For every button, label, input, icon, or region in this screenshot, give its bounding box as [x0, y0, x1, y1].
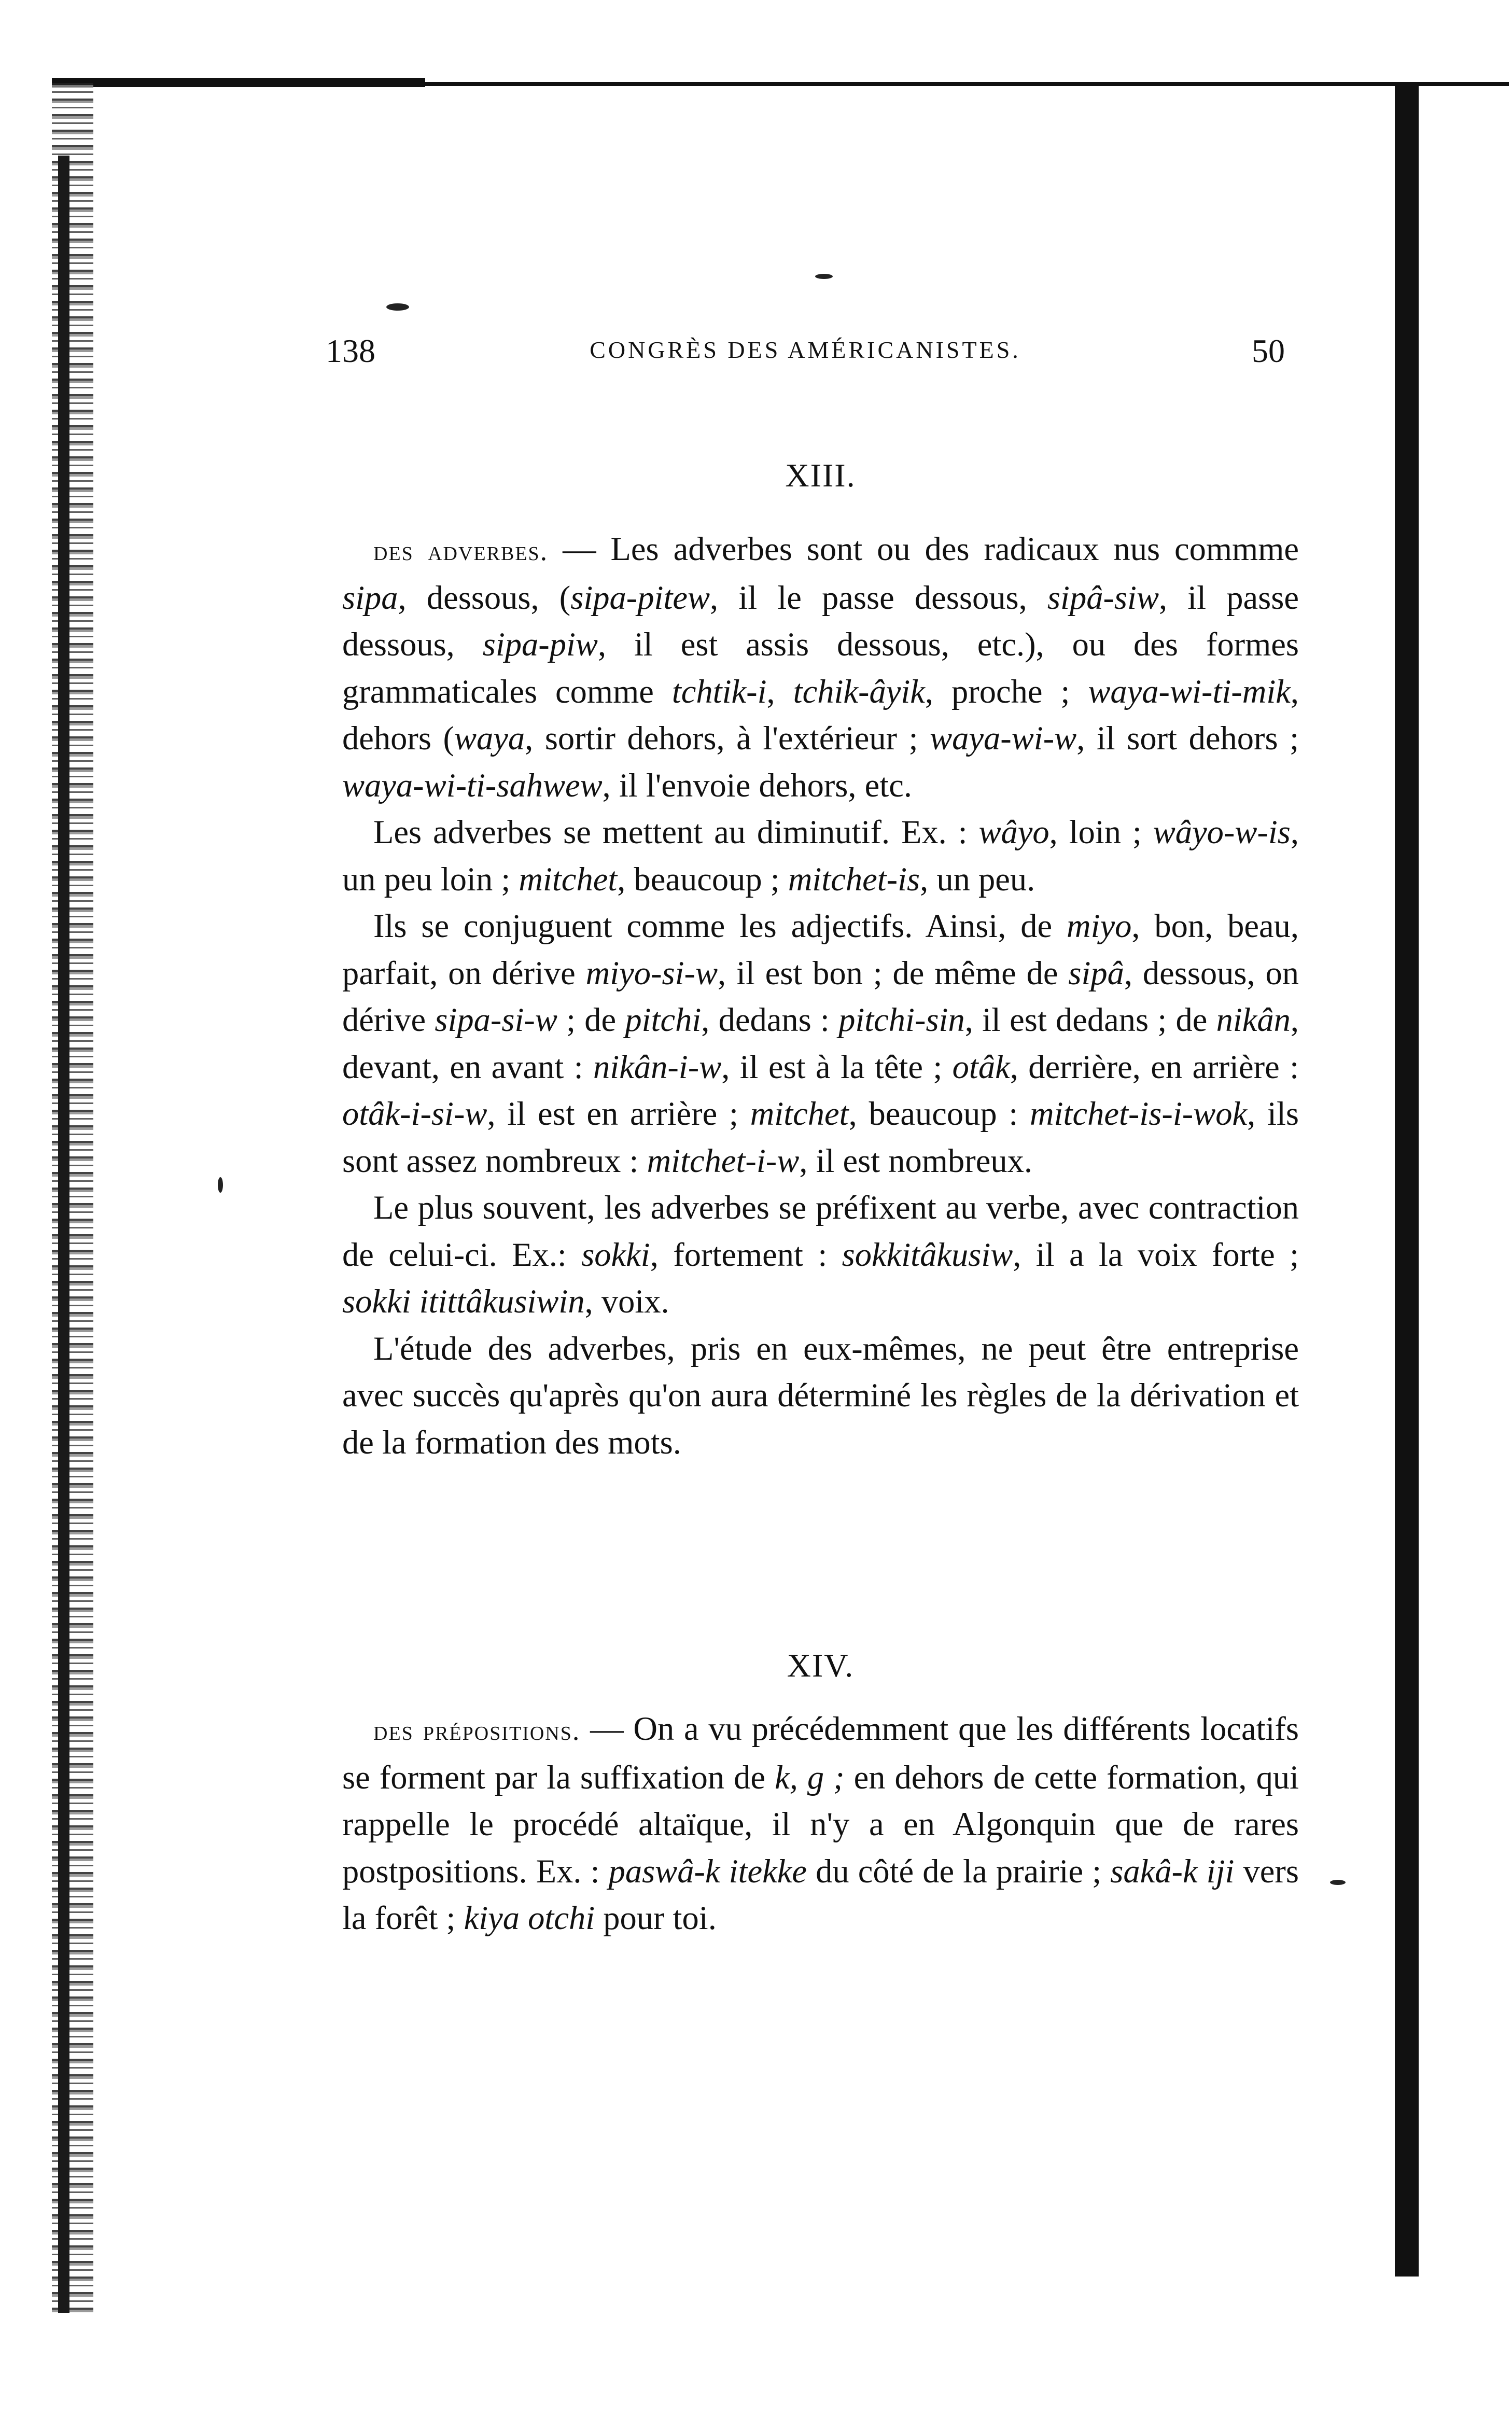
- page-number-left: 138: [326, 332, 375, 369]
- scan-speck: [815, 274, 833, 279]
- scan-left-edge-solid: [58, 156, 69, 2313]
- section-xiv: [342, 1646, 1299, 1942]
- running-title: CONGRÈS DES AMÉRICANISTES.: [590, 337, 1021, 363]
- page-number-right: 50: [1252, 332, 1285, 369]
- section-heading: XIV.: [787, 1647, 855, 1684]
- paragraph: Le plus souvent, les adverbes se préfixent au verbe, avec contraction de celui-ci. Ex.: sokki, fortement : sokkitâkusiw, il a la voix forte ; sokki itittâkusiwin, voix.: [342, 1189, 1299, 1320]
- section-heading: XIII.: [785, 457, 856, 494]
- paragraph-label: des adverbes.: [373, 535, 549, 566]
- paragraph: des prépositions. — On a vu précédemment que les différents locatifs se forment par la suffixation de k, g ; en dehors de cette formation, qui rappelle le procédé altaïque, il n'y a en Algonquin que de rares postpositions. Ex. : paswâ-k itekke du côté de la prairie ; sakâ-k iji vers la forêt ; kiya otchi pour toi.: [342, 1710, 1299, 1936]
- paragraph: L'étude des adverbes, pris en eux-mêmes, ne peut être entreprise avec succès qu'après qu'on aura déterminé les règles de la dérivation et de la formation des mots.: [342, 1330, 1299, 1461]
- paragraph: Ils se conjuguent comme les adjectifs. Ainsi, de miyo, bon, beau, parfait, on dérive miyo-si-w, il est bon ; de même de sipâ, dessous, on dérive sipa-si-w ; de pitchi, dedans : pitchi-sin, il est dedans ; de nikân, devant, en avant : nikân-i-w, il est à la tête ; otâk, derrière, en arrière : otâk-i-si-w, il est en arrière ; mitchet, beaucoup : mitchet-is-i-wok, ils sont assez nombreux : mitchet-i-w, il est nombreux.: [342, 907, 1299, 1179]
- section-xiii: [342, 456, 1299, 1466]
- paragraph: Les adverbes se mettent au diminutif. Ex. : wâyo, loin ; wâyo-w-is, un peu loin ; mitchet, beaucoup ; mitchet-is, un peu.: [342, 814, 1299, 898]
- scan-speck: [1330, 1880, 1346, 1885]
- scan-top-rule: [52, 82, 1509, 86]
- scan-right-bar: [1395, 83, 1419, 2277]
- running-head: [326, 332, 1285, 373]
- scan-speck: [218, 1177, 223, 1193]
- paragraph: des adverbes. — Les adverbes sont ou des radicaux nus commme sipa, dessous, (sipa-pitew, il le passe dessous, sipâ-siw, il passe dessous, sipa-piw, il est assis dessous, etc.), ou des formes grammaticales comme tchtik-i, tchik-âyik, proche ; waya-wi-ti-mik, dehors (waya, sortir dehors, à l'extérieur ; waya-wi-w, il sort dehors ; waya-wi-ti-sahwew, il l'envoie dehors, etc.: [342, 530, 1299, 804]
- paragraph-label: des prépositions.: [373, 1715, 581, 1746]
- scan-speck: [386, 303, 409, 311]
